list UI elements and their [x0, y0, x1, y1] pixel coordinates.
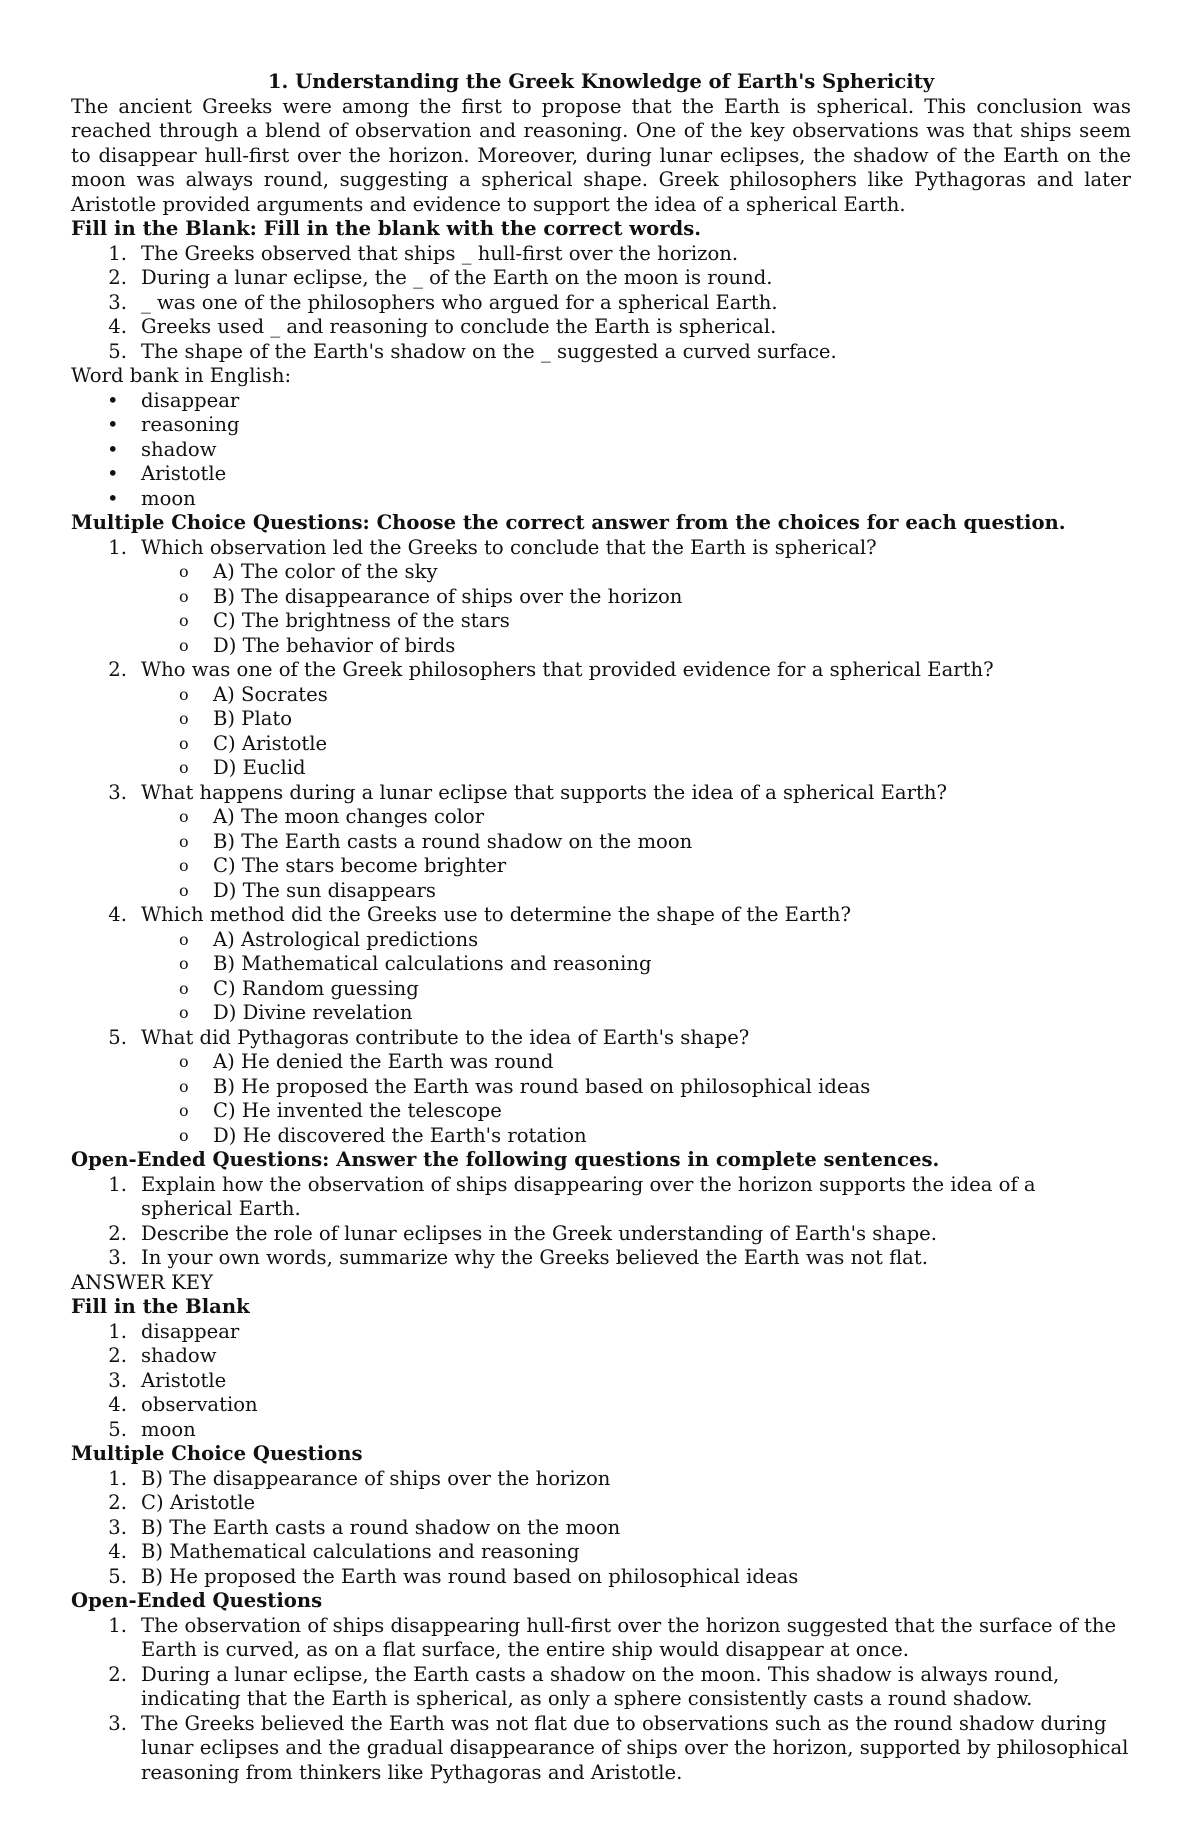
question-number: 5. — [108, 1025, 127, 1049]
circle-bullet-icon: o — [179, 880, 189, 900]
answer-item — [71, 1540, 1131, 1565]
option-text: B) He proposed the Earth was round based on philosophical ideas — [213, 1074, 871, 1098]
option-text: D) Divine revelation — [213, 1001, 413, 1024]
item-text: B) The disappearance of ships over the horizon — [141, 1466, 611, 1490]
question-text: What happens during a lunar eclipse that supports the idea of a spherical Earth? — [141, 780, 947, 804]
mc-option — [71, 1124, 1131, 1149]
circle-bullet-icon: o — [179, 929, 189, 949]
mc-option — [71, 952, 1131, 977]
mc-question — [71, 903, 1131, 928]
item-text: B) He proposed the Earth was round based on philosophical ideas — [141, 1564, 799, 1588]
answer-item — [71, 1369, 1131, 1394]
mc-option — [71, 805, 1131, 830]
word-bank-list — [71, 389, 1131, 512]
multiple-choice-list — [71, 903, 1131, 928]
item-number: 4. — [108, 1540, 127, 1563]
item-number: 3. — [108, 1246, 127, 1269]
word-bank-item — [71, 413, 1131, 438]
mc-option — [71, 756, 1131, 781]
option-text: D) The behavior of birds — [213, 633, 456, 657]
mc-question — [71, 658, 1131, 683]
mc-options — [71, 1050, 1131, 1148]
mc-option — [71, 830, 1131, 855]
page-title: 1. Understanding the Greek Knowledge of Earth's Sphericity — [267, 70, 935, 93]
mc-question — [71, 1026, 1131, 1051]
option-text: C) Aristotle — [213, 731, 328, 755]
option-text: D) The sun disappears — [213, 878, 436, 902]
item-text: The Greeks observed that ships _ hull-first over the horizon. — [141, 241, 739, 265]
fill-blank-item — [71, 340, 1131, 365]
option-text: A) The moon changes color — [213, 805, 485, 828]
word-bank-word: moon — [141, 486, 196, 510]
fill-blank-item — [71, 242, 1131, 267]
bullet-icon: • — [107, 462, 119, 485]
circle-bullet-icon: o — [179, 733, 189, 753]
circle-bullet-icon: o — [179, 954, 189, 973]
fill-blank-item — [71, 315, 1131, 340]
mc-option — [71, 732, 1131, 757]
option-text: A) He denied the Earth was round — [213, 1050, 554, 1073]
item-text: In your own words, summarize why the Greeks believed the Earth was not flat. — [141, 1246, 928, 1269]
option-text: D) Euclid — [213, 756, 306, 779]
circle-bullet-icon: o — [179, 758, 189, 777]
mc-options — [71, 805, 1131, 903]
word-bank-item — [71, 438, 1131, 463]
answer-item — [71, 1320, 1131, 1345]
mc-option — [71, 585, 1131, 610]
item-number: 3. — [108, 1711, 127, 1735]
mc-option — [71, 1075, 1131, 1100]
item-number: 5. — [108, 1564, 127, 1588]
item-number: 5. — [108, 339, 127, 363]
mc-option — [71, 879, 1131, 904]
answer-oe-list — [71, 1614, 1131, 1786]
answer-item — [71, 1344, 1131, 1369]
circle-bullet-icon: o — [179, 978, 189, 998]
answer-item — [71, 1565, 1131, 1590]
answer-item — [71, 1614, 1131, 1663]
answer-item — [71, 1491, 1131, 1516]
mc-option — [71, 707, 1131, 732]
fill-blank-heading: Fill in the Blank: Fill in the blank with the correct words. — [71, 217, 702, 240]
answer-item — [71, 1712, 1131, 1786]
item-number: 1. — [108, 1613, 127, 1637]
option-text: A) Socrates — [213, 682, 328, 706]
item-text: The shape of the Earth's shadow on the _ suggested a curved surface. — [141, 339, 837, 363]
option-text: A) The color of the sky — [213, 560, 438, 583]
option-text: A) Astrological predictions — [213, 927, 479, 951]
bullet-icon: • — [107, 413, 119, 436]
multiple-choice-heading: Multiple Choice Questions: Choose the correct answer from the choices for each question. — [71, 511, 1066, 534]
item-number: 3. — [108, 1368, 127, 1392]
mc-option — [71, 683, 1131, 708]
bullet-icon: • — [107, 388, 119, 412]
option-text: C) The brightness of the stars — [213, 609, 510, 632]
item-text: disappear — [141, 1319, 240, 1343]
question-number: 4. — [108, 903, 127, 926]
answer-item — [71, 1516, 1131, 1541]
answer-fill-list — [71, 1320, 1131, 1443]
option-text: C) Random guessing — [213, 976, 419, 1000]
option-text: B) Plato — [213, 707, 293, 730]
item-number: 1. — [108, 1319, 127, 1343]
question-text: Which observation led the Greeks to conclude that the Earth is spherical? — [141, 535, 877, 559]
question-number: 3. — [108, 780, 127, 804]
option-text: C) The stars become brighter — [213, 854, 507, 877]
item-number: 1. — [108, 1466, 127, 1490]
word-bank-word: shadow — [141, 437, 217, 461]
question-text: Which method did the Greeks use to determine the shape of the Earth? — [141, 903, 851, 926]
answer-item — [71, 1418, 1131, 1443]
item-number: 3. — [108, 290, 127, 314]
circle-bullet-icon: o — [179, 1003, 189, 1022]
open-ended-item — [71, 1173, 1131, 1222]
item-text: moon — [141, 1417, 196, 1441]
item-text: Describe the role of lunar eclipses in the Greek understanding of Earth's shape. — [141, 1221, 937, 1245]
item-number: 4. — [108, 315, 127, 338]
answer-mc-heading: Multiple Choice Questions — [71, 1442, 363, 1465]
item-number: 1. — [108, 241, 127, 265]
answer-key-heading: ANSWER KEY — [71, 1270, 214, 1294]
item-text: observation — [141, 1393, 258, 1416]
circle-bullet-icon: o — [179, 807, 189, 826]
option-text: B) Mathematical calculations and reasoning — [213, 952, 652, 975]
item-number: 2. — [108, 1344, 127, 1367]
mc-option — [71, 928, 1131, 953]
item-text: During a lunar eclipse, the _ of the Earth on the moon is round. — [141, 266, 773, 289]
answer-fill-heading: Fill in the Blank — [71, 1295, 250, 1318]
mc-options — [71, 928, 1131, 1026]
mc-question — [71, 536, 1131, 561]
mc-option — [71, 634, 1131, 659]
item-number: 2. — [108, 266, 127, 289]
question-text: What did Pythagoras contribute to the idea of Earth's shape? — [141, 1025, 750, 1049]
option-text: B) The disappearance of ships over the horizon — [213, 584, 683, 608]
intro-paragraph: The ancient Greeks were among the first to propose that the Earth is spherical. This conclusion was reached through a blend of observation and reasoning. One of the key observations was that ships seem to disappear hull-first over the horizon. Moreover, during lunar eclipses, the shadow of the Earth on the moon was always round, suggesting a spherical shape. Greek philosophers like Pythagoras and later Aristotle provided arguments and evidence to support the idea of a spherical Earth. — [71, 94, 1131, 216]
item-number: 2. — [108, 1491, 127, 1514]
item-text: Explain how the observation of ships disappearing over the horizon supports the idea of a spherical Earth. — [141, 1172, 1036, 1220]
word-bank-item — [71, 462, 1131, 487]
fill-blank-list — [71, 242, 1131, 365]
word-bank-word: disappear — [141, 388, 240, 412]
answer-oe-heading: Open-Ended Questions — [71, 1589, 323, 1612]
circle-bullet-icon: o — [179, 856, 189, 875]
item-number: 3. — [108, 1515, 127, 1539]
bullet-icon: • — [107, 437, 119, 461]
circle-bullet-icon: o — [179, 1076, 189, 1096]
circle-bullet-icon: o — [179, 1052, 189, 1071]
question-number: 1. — [108, 535, 127, 559]
mc-option — [71, 1001, 1131, 1026]
word-bank-word: Aristotle — [141, 462, 227, 485]
circle-bullet-icon: o — [179, 709, 189, 728]
item-text: The observation of ships disappearing hull-first over the horizon suggested that the surface of the Earth is curved, as on a flat surface, the entire ship would disappear at once. — [141, 1613, 1117, 1661]
open-ended-item — [71, 1222, 1131, 1247]
option-text: D) He discovered the Earth's rotation — [213, 1123, 587, 1147]
mc-option — [71, 1099, 1131, 1124]
item-text: During a lunar eclipse, the Earth casts a shadow on the moon. This shadow is always round, indicating that the Earth is spherical, as only a sphere consistently casts a round shadow. — [141, 1662, 1060, 1710]
open-ended-heading: Open-Ended Questions: Answer the following questions in complete sentences. — [71, 1148, 940, 1171]
mc-question — [71, 781, 1131, 806]
answer-item — [71, 1663, 1131, 1712]
multiple-choice-list — [71, 781, 1131, 806]
fill-blank-item — [71, 266, 1131, 291]
mc-option — [71, 1050, 1131, 1075]
bullet-icon: • — [107, 486, 119, 510]
word-bank-item — [71, 487, 1131, 512]
fill-blank-item — [71, 291, 1131, 316]
answer-mc-list — [71, 1467, 1131, 1590]
multiple-choice-list — [71, 658, 1131, 683]
circle-bullet-icon: o — [179, 635, 189, 655]
option-text: C) He invented the telescope — [213, 1099, 502, 1122]
mc-options — [71, 560, 1131, 658]
circle-bullet-icon: o — [179, 1101, 189, 1120]
item-text: Greeks used _ and reasoning to conclude the Earth is spherical. — [141, 315, 777, 338]
item-number: 1. — [108, 1172, 127, 1196]
multiple-choice-list — [71, 536, 1131, 561]
circle-bullet-icon: o — [179, 562, 189, 581]
answer-item — [71, 1467, 1131, 1492]
mc-option — [71, 609, 1131, 634]
item-number: 2. — [108, 1221, 127, 1245]
mc-option — [71, 560, 1131, 585]
question-text: Who was one of the Greek philosophers that provided evidence for a spherical Earth? — [141, 658, 994, 681]
item-text: _ was one of the philosophers who argued for a spherical Earth. — [141, 290, 778, 314]
answer-item — [71, 1393, 1131, 1418]
item-text: Aristotle — [141, 1368, 227, 1392]
circle-bullet-icon: o — [179, 586, 189, 606]
circle-bullet-icon: o — [179, 1125, 189, 1145]
open-ended-item — [71, 1246, 1131, 1271]
question-number: 2. — [108, 658, 127, 681]
item-number: 5. — [108, 1417, 127, 1441]
circle-bullet-icon: o — [179, 684, 189, 704]
word-bank-label: Word bank in English: — [71, 364, 292, 387]
item-text: C) Aristotle — [141, 1491, 256, 1514]
word-bank-word: reasoning — [141, 413, 240, 436]
mc-options — [71, 683, 1131, 781]
mc-option — [71, 854, 1131, 879]
mc-option — [71, 977, 1131, 1002]
item-text: The Greeks believed the Earth was not flat due to observations such as the round shadow during lunar eclipses and the gradual disappearance of ships over the horizon, supported by philosophical reasoning from thinkers like Pythagoras and Aristotle. — [141, 1711, 1129, 1784]
item-text: B) The Earth casts a round shadow on the moon — [141, 1515, 621, 1539]
item-number: 2. — [108, 1662, 127, 1686]
circle-bullet-icon: o — [179, 831, 189, 851]
option-text: B) The Earth casts a round shadow on the moon — [213, 829, 693, 853]
item-text: B) Mathematical calculations and reasoning — [141, 1540, 580, 1563]
circle-bullet-icon: o — [179, 611, 189, 630]
multiple-choice-list — [71, 1026, 1131, 1051]
item-text: shadow — [141, 1344, 217, 1367]
open-ended-list — [71, 1173, 1131, 1271]
item-number: 4. — [108, 1393, 127, 1416]
word-bank-item — [71, 389, 1131, 414]
